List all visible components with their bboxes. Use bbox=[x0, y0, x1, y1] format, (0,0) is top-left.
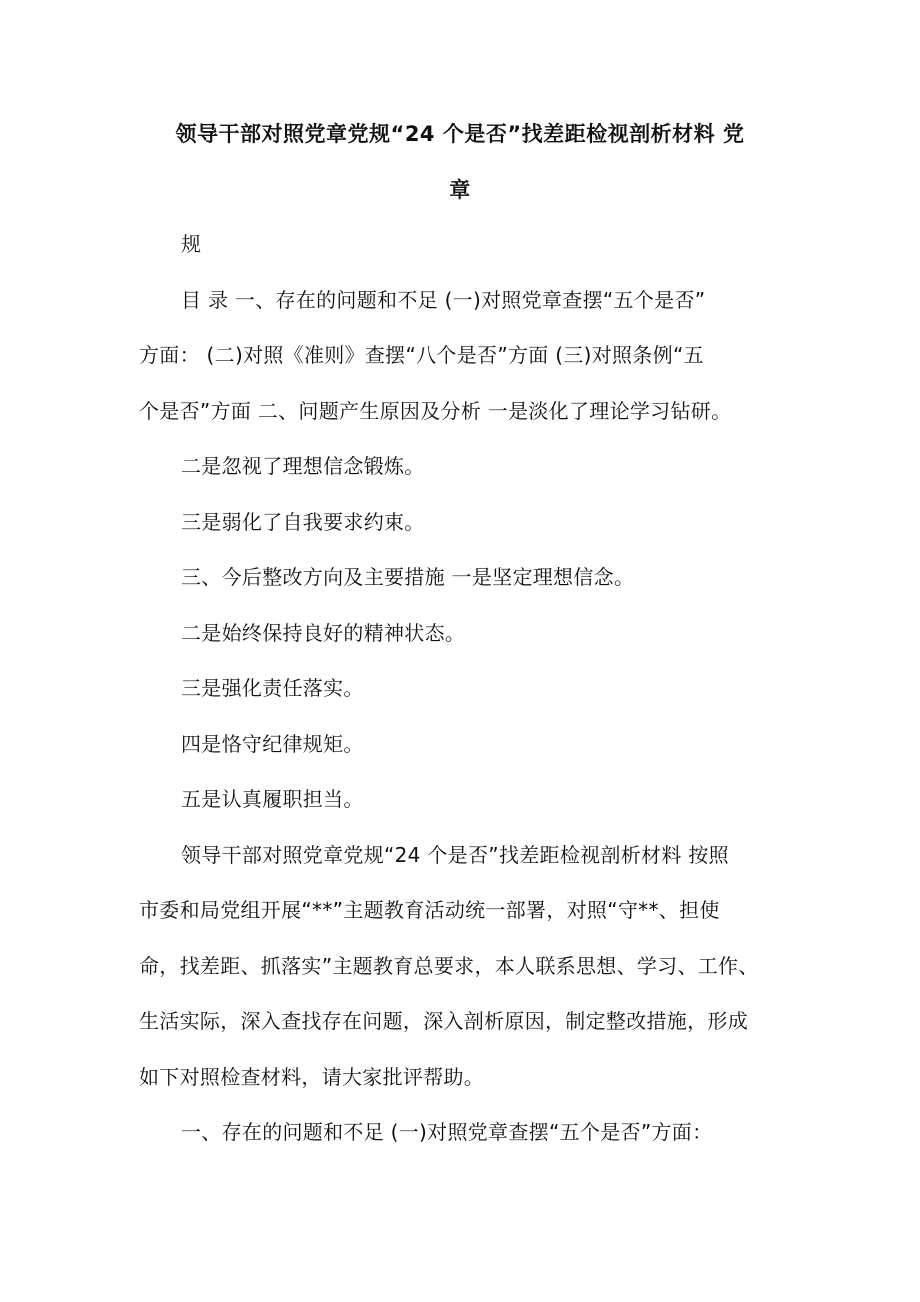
body-line: 四是恪守纪律规矩。 bbox=[181, 731, 364, 756]
body-line: 个是否”方面 二、问题产生原因及分析 一是淡化了理论学习钻研。 bbox=[139, 398, 732, 423]
body-line: 如下对照检查材料，请大家批评帮助。 bbox=[139, 1064, 485, 1089]
document-title-line-2: 章 bbox=[449, 178, 471, 202]
body-line: 生活实际，深入查找存在问题，深入剖析原因，制定整改措施，形成 bbox=[139, 1009, 748, 1033]
body-line: 三是强化责任落实。 bbox=[181, 676, 364, 700]
paragraph-start-line: 领导干部对照党章党规“24 个是否”找差距检视剖析材料 按照 bbox=[181, 842, 729, 867]
body-line: 规 bbox=[181, 232, 202, 256]
body-line: 二是忽视了理想信念锻炼。 bbox=[181, 454, 425, 478]
section-heading-line: 一、存在的问题和不足 (一)对照党章查摆“五个是否”方面： bbox=[181, 1120, 713, 1144]
document-title-line-1: 领导干部对照党章党规“24 个是否”找差距检视剖析材料 党 bbox=[175, 122, 745, 146]
body-line: 二是始终保持良好的精神状态。 bbox=[181, 620, 466, 645]
table-of-contents-line: 目 录 一、存在的问题和不足 (一)对照党章查摆“五个是否” bbox=[181, 287, 706, 312]
body-line: 三、今后整改方向及主要措施 一是坚定理想信念。 bbox=[181, 565, 635, 589]
body-line: 五是认真履职担当。 bbox=[181, 787, 364, 811]
document-body bbox=[139, 217, 799, 1161]
body-line: 三是弱化了自我要求约束。 bbox=[181, 509, 425, 534]
body-line: 方面： (二)对照《准则》查摆“八个是否”方面 (三)对照条例“五 bbox=[139, 343, 704, 367]
body-line: 命，找差距、抓落实”主题教育总要求，本人联系思想、学习、工作、 bbox=[139, 953, 759, 978]
body-line: 市委和局党组开展“**”主题教育活动统一部署，对照“守**、担使 bbox=[139, 898, 720, 922]
